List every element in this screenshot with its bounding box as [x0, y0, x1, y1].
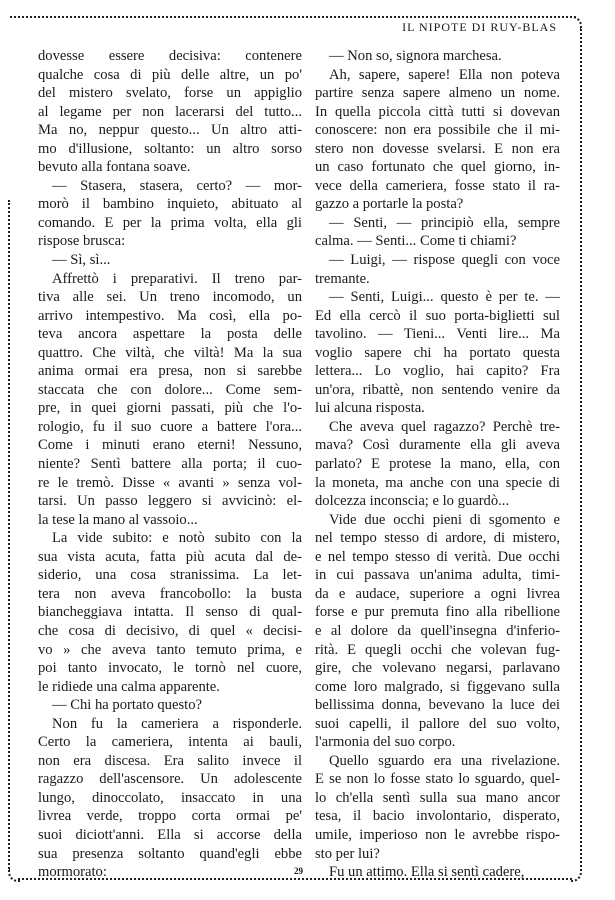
text-line: pre, in quei giorni passati, più che l'o-	[38, 400, 302, 417]
text-line: Ed ella cercò il suo porta-biglietti sul	[315, 307, 560, 324]
text-line: morò il bambino inquieto, abituato al	[38, 196, 302, 213]
text-line: la tese la mano al vassoio...	[38, 511, 198, 528]
text-line: tesa, il bacio involontario, disperato,	[315, 808, 560, 825]
text-line: e al dolore da quell'insegna d'inferio-	[315, 622, 560, 639]
text-line: suoi diciott'anni. Ella si accorse della	[38, 826, 302, 843]
paragraph	[315, 66, 560, 214]
text-line: bevuto alla fontana soave.	[38, 159, 191, 176]
text-line: la moneta, ma anche con una specie di	[315, 474, 560, 491]
text-line: lo ch'ella sentì sulla sua mano ancor	[315, 789, 560, 806]
paragraph	[315, 863, 560, 882]
text-line: lungo, dinoccolato, insaccato in una	[38, 789, 302, 806]
paragraph	[38, 270, 302, 530]
text-line: siderio, una cosa stranissima. La let-	[38, 567, 302, 584]
page-number: 29	[294, 866, 303, 876]
paragraph	[315, 288, 560, 418]
paragraph	[38, 529, 302, 696]
text-line: stero non dovesse svelarsi. E non era	[315, 140, 560, 157]
text-line: qualche cosa di più delle altre, un po'	[38, 66, 302, 83]
text-line: conoscere: non era possibile che il mi-	[315, 122, 560, 139]
paragraph	[315, 511, 560, 752]
text-line: gire, che volevano negarsi, parlavano	[315, 660, 560, 677]
text-line: partire senza sapere almeno un nome.	[315, 85, 560, 102]
text-line: dovesse essere decisiva: contenere	[38, 48, 302, 64]
text-line: comando. E per la prima volta, ella gli	[38, 214, 302, 231]
text-line: — Chi ha portato questo?	[52, 697, 202, 714]
text-line: nel tempo stesso di ardore, di mistero,	[315, 530, 560, 547]
paragraph	[315, 251, 560, 288]
text-line: — Luigi, — rispose quegli con voce	[329, 252, 560, 269]
text-line: lettera... Lo voglio, hai capito? Fra	[315, 363, 560, 380]
running-title: IL NIPOTE DI RUY-BLAS	[402, 20, 557, 34]
text-line: teva ancora aspettare la posta delle	[38, 326, 302, 343]
text-line: — Senti, — principiò ella, sempre	[329, 214, 560, 231]
text-line: niente? Sentì battere alla porta; il cuo-	[38, 456, 302, 473]
text-line: l'armonia del suo corpo.	[315, 734, 456, 751]
text-line: al legame per non lacerarsi del tutto...	[38, 103, 302, 120]
text-line: vo » che aveva tanto temuto prima, e	[38, 641, 302, 658]
text-line: sua vista acuta, fatta più acuta dal de-	[38, 548, 302, 565]
text-line: Ma no, neppur questo... Un altro atti-	[38, 122, 302, 139]
text-line: come loro malgrado, si figgevano sulla	[315, 678, 560, 695]
left-text-column	[38, 47, 302, 882]
text-line: vece della cameriera, fosse stato il ra-	[315, 177, 560, 194]
text-line: Vide due occhi pieni di sgomento e	[329, 511, 560, 528]
text-line: Affrettò i preparativi. Il treno par-	[52, 270, 302, 287]
text-line: parlato? E protese la mano, ella, con	[315, 456, 560, 473]
text-line: rispose brusca:	[38, 233, 126, 250]
text-line: Come i minuti erano eterni! Nessuno,	[38, 437, 302, 454]
text-line: mo d'illusione, soltanto: un altro sorso	[38, 140, 302, 157]
paragraph	[315, 47, 560, 66]
text-line: lui alcuna risposta.	[315, 400, 425, 417]
text-line: mava? Così duramente ella gli aveva	[315, 437, 560, 454]
text-line: — Stasera, stasera, certo? — mor-	[52, 177, 302, 194]
paragraph	[315, 214, 560, 251]
text-line: un caso fortunato che quel giorno, in-	[315, 159, 560, 176]
decorative-dotted-border-left	[8, 200, 10, 872]
paragraph	[38, 177, 302, 251]
text-line: in cui passava un'anima adulta, timi-	[315, 567, 560, 584]
text-line: tavolino. — Tieni... Venti lire... Ma	[315, 326, 560, 343]
paragraph	[315, 418, 560, 511]
text-line: — Senti, Luigi... questo è per te. —	[329, 289, 560, 306]
text-line: biancheggiava intatta. Il senso di qual-	[38, 604, 302, 621]
text-line: quattro. Che viltà, che viltà! Ma la sua	[38, 344, 302, 361]
text-line: Ah, sapere, sapere! Ella non poteva	[329, 66, 560, 83]
text-line: dolcezza inconscia; e lo guardò...	[315, 493, 510, 510]
text-line: sua presenza soltanto quand'egli ebbe	[38, 845, 302, 862]
paragraph	[38, 251, 302, 270]
text-line: Certo la cameriera, intenta ai bauli,	[38, 734, 302, 751]
text-line: poi tanto invocato, le tornò nel cuore,	[38, 660, 302, 677]
text-line: sto per lui?	[315, 845, 380, 862]
text-line: Quello sguardo era una rivelazione.	[329, 752, 560, 769]
text-line: un'ora, ribattè, non sentendo venire da	[315, 381, 560, 398]
text-line: forse e pur premuta fino alla ribellione	[315, 604, 560, 621]
text-line: ragazzo dell'ascensore. Un adolescente	[38, 771, 302, 788]
text-line: calma. — Senti... Come ti chiami?	[315, 233, 517, 250]
text-line: tarsi. Un passo leggero si avvicinò: el-	[38, 493, 302, 510]
text-line: le ridiede una calma apparente.	[38, 678, 220, 695]
text-line: Non fu la cameriera a risponderle.	[52, 715, 302, 732]
text-line: E se non lo fosse stato lo sguardo, quel-	[315, 771, 560, 788]
text-line: — Non so, signora marchesa.	[329, 48, 502, 64]
paragraph	[38, 47, 302, 177]
text-line: tera non aveva francobollo: la busta	[38, 585, 302, 602]
text-line: tiva alle sei. Un treno incomodo, un	[38, 289, 302, 306]
text-line: Che aveva quel ragazzo? Perchè tre-	[329, 418, 560, 435]
text-line: rità. E quegli occhi che volevan fug-	[315, 641, 560, 658]
text-line: La vide subito: e notò subito con la	[52, 530, 302, 547]
text-line: tremante.	[315, 270, 370, 287]
text-line: Fu un attimo. Ella si sentì cadere,	[329, 864, 525, 881]
text-line: umile, imperioso non le avrebbe rispo-	[315, 826, 560, 843]
text-line: re le tremò. Disse « avanti » senza vol-	[38, 474, 302, 491]
text-line: del mistero svelato, forse un appiglio	[38, 85, 302, 102]
text-line: — Sì, sì...	[52, 252, 111, 269]
text-line: suoi capelli, il pallore del suo volto,	[315, 715, 560, 732]
paragraph	[38, 715, 302, 882]
text-line: mormorato:	[38, 864, 107, 881]
decorative-dotted-border-right	[580, 26, 582, 871]
paragraph	[38, 696, 302, 715]
text-line: e nel tempo stesso di verità. Due occhi	[315, 548, 560, 565]
decorative-dotted-border-top	[10, 16, 576, 18]
text-line: che cosa di decisivo, di quel « decisi-	[38, 622, 302, 639]
text-line: da e audace, superiore a ogni livrea	[315, 585, 560, 602]
paragraph	[315, 752, 560, 863]
text-line: In quella piccola città tutti si dovevan	[315, 103, 560, 120]
text-line: rologio, fu il suo cuore a battere l'ora...	[38, 418, 302, 435]
text-line: bellissima donna, bevevano la luce dei	[315, 697, 560, 714]
text-line: non era discesa. Era salito invece il	[38, 752, 302, 769]
text-line: livrea verde, troppo corta ormai pe'	[38, 808, 302, 825]
text-line: arrivo intempestivo. Ma così, ella po-	[38, 307, 302, 324]
text-line: anima ormai era presa, non si sarebbe	[38, 363, 302, 380]
right-text-column	[315, 47, 560, 882]
text-line: voglio sapere chi ha portato questa	[315, 344, 560, 361]
text-line: gazzo a portarle la posta?	[315, 196, 464, 213]
text-line: staccata che con dolore... Come sem-	[38, 381, 302, 398]
